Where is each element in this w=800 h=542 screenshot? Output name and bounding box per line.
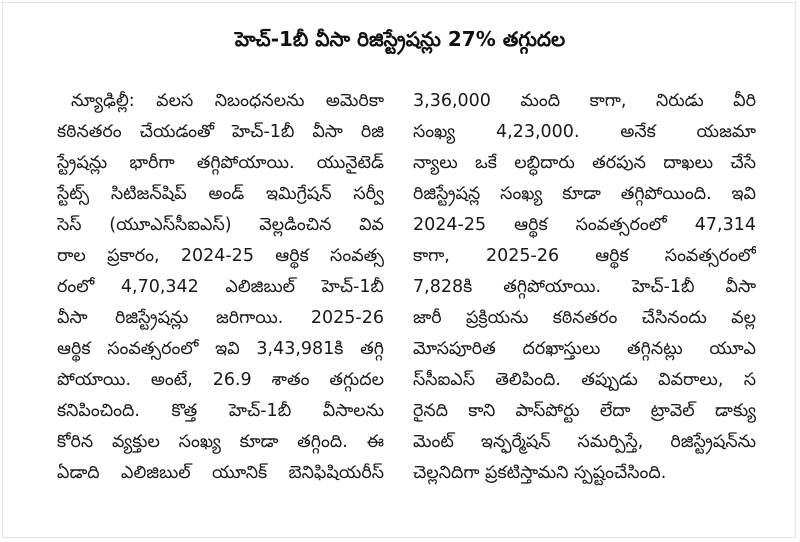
body-line: పోయాయి. అంటే, 26.9 శాతం తగ్గుదల (57, 370, 384, 390)
body-line: కాగా, 2025-26 ఆర్థిక సంవత్సరంలో (413, 246, 756, 266)
body-line: రైనది కాని పాస్‌పోర్టు లేదా ట్రావెల్ డాక్యు (413, 401, 756, 421)
body-line: 7,828కి తగ్గిపోయాయి. హెచ్-1బీ వీసా (413, 277, 756, 297)
body-line: స్‌సీఐఎస్ తెలిపింది. తప్పుడు వివరాలు, స (413, 370, 756, 390)
body-line: సెస్ (యూఎస్‌సీఐఎస్) వెల్లడించిన వివ (57, 215, 384, 235)
article-column-right (413, 86, 756, 526)
body-line: జారీ ప్రక్రియను కఠినతరం చేసినందు వల్ల (413, 308, 756, 328)
headline: హెచ్-1బీ వీసా రిజిస్ట్రేషన్లు 27% తగ్గుదల (234, 27, 566, 51)
body-line: వీసా రిజిస్ట్రేషన్లు జరిగాయి. 2025-26 (57, 308, 384, 328)
body-line: మెంట్ ఇన్ఫర్మేషన్ సమర్పిస్తే, రిజిస్ట్రేషన్‌ను (413, 432, 756, 452)
body-line: సంఖ్య 4,23,000. అనేక యజమా (413, 122, 756, 142)
body-line: కనిపించింది. కొత్త హెచ్-1బీ వీసాలను (57, 401, 384, 421)
article-column-left (57, 86, 384, 526)
body-line: కోరిన వ్యక్తుల సంఖ్య కూడా తగ్గింది. ఈ (57, 432, 384, 452)
body-line: ఏడాది ఎలిజిబుల్ యూనిక్ బెనిఫిషియరీస్ (57, 463, 384, 483)
body-line: న్యాలు ఒకే లబ్ధిదారు తరపున దాఖలు చేసే (413, 153, 756, 173)
body-line: న్యూఢిల్లీ: వలస నిబంధనలను అమెరికా (71, 91, 384, 111)
body-line: రిజిస్ట్రేషన్ల సంఖ్య కూడా తగ్గిపోయింది. ఇవి (413, 184, 756, 204)
body-line: చెల్లనిదిగా ప్రకటిస్తామని స్పష్టంచేసింది. (413, 463, 667, 483)
body-line: రంలో 4,70,342 ఎలిజిబుల్ హెచ్-1బీ (57, 277, 384, 297)
body-line: 3,36,000 మంది కాగా, నిరుడు వీరి (413, 91, 756, 111)
body-line: రాల ప్రకారం, 2024-25 ఆర్థిక సంవత్స (57, 246, 384, 266)
body-line: స్ట్రేషన్లు భారీగా తగ్గిపోయాయి. యునైటెడ్ (57, 153, 384, 173)
body-line: కఠినతరం చేయడంతో హెచ్-1బీ వీసా రిజి (57, 122, 384, 142)
body-line: స్టేట్స్ సిటిజన్‌షిప్ అండ్ ఇమిగ్రేషన్ సర్వీ (57, 184, 384, 204)
body-line: ఆర్థిక సంవత్సరంలో ఇవి 3,43,981కి తగ్గి (57, 339, 384, 359)
body-line: మోసపూరిత దరఖాస్తులు తగ్గినట్లు యూఎ (413, 339, 756, 359)
body-line: 2024-25 ఆర్థిక సంవత్సరంలో 47,314 (413, 215, 756, 235)
